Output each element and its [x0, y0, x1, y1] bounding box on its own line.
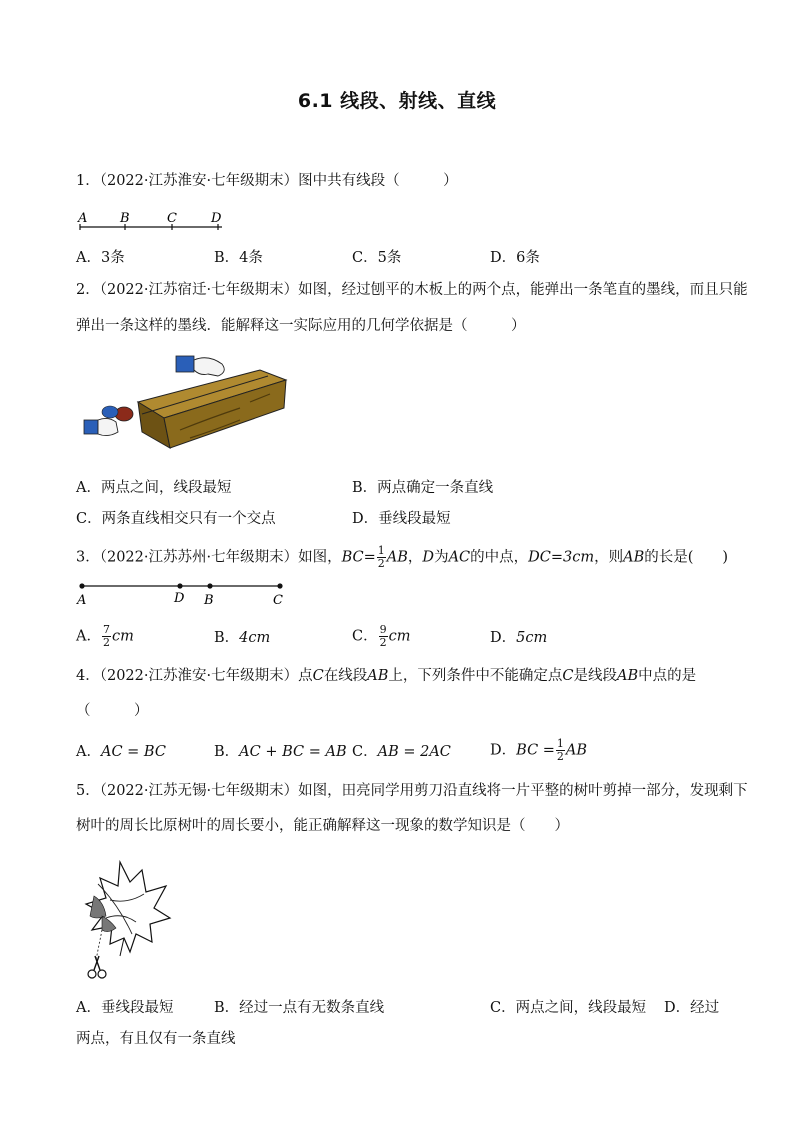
- woodboard-ink-line-illustration: [80, 350, 290, 458]
- left-hand: [98, 418, 118, 435]
- q4-var-c2: C: [562, 668, 574, 684]
- q4-var-c1: C: [312, 668, 324, 684]
- q5-option-d: D．经过: [664, 1000, 720, 1016]
- q3-prefix: 3．（2022·江苏苏州·七年级期末）如图，: [76, 549, 342, 566]
- q2-option-c: C．两条直线相交只有一个交点: [76, 511, 276, 527]
- q4-option-d: [490, 738, 587, 763]
- q4-option-d-lhs: BC =: [516, 742, 555, 759]
- q4-p5: 中点的是: [638, 668, 697, 684]
- right-hand: [194, 358, 224, 376]
- leaf-stem: [120, 938, 124, 956]
- question-4-stem-line1: [76, 666, 696, 686]
- right-sleeve: [176, 356, 194, 372]
- cut-leaf-illustration: [80, 856, 176, 984]
- q1-option-b: B．4条: [214, 250, 263, 266]
- q4-option-d-num: 1: [556, 737, 564, 750]
- q3-mid1: ，: [407, 549, 423, 566]
- q3-var-dc: DC=3cm: [528, 549, 595, 566]
- q2-option-d: D．垂线段最短: [352, 511, 451, 527]
- question-4-stem-line2: （ ）: [76, 703, 149, 719]
- q3-line-figure: [76, 578, 296, 608]
- q1-point-b: B: [120, 211, 130, 226]
- q3-point-c: C: [273, 593, 283, 608]
- question-5-stem-line2: 树叶的周长比原树叶的周长要小，能正确解释这一现象的数学知识是（ ）: [76, 818, 569, 834]
- q3-mid3: 的中点，: [470, 549, 529, 566]
- q4-p2: 在线段: [323, 668, 368, 684]
- q4-var-ab1: AB: [367, 668, 389, 684]
- q4-option-d-rhs: AB: [565, 742, 588, 759]
- left-sleeve: [84, 420, 98, 434]
- q3-option-a-unit: cm: [111, 628, 134, 645]
- q4-option-a: [76, 742, 166, 762]
- q3-option-a: [76, 624, 134, 649]
- q3-option-c-den: 2: [379, 636, 387, 649]
- question-2-stem-line1: 2．（2022·江苏宿迁·七年级期末）如图，经过刨平的木板上的两个点，能弹出一条笔直的墨线，而且只能: [76, 282, 748, 298]
- q4-option-c-label: C．: [352, 744, 378, 760]
- q3-option-a-fraction: [102, 624, 111, 649]
- q4-option-d-fraction: [556, 738, 565, 763]
- q4-option-b-expr: AC + BC = AB: [239, 744, 347, 760]
- q4-option-d-den: 2: [556, 750, 564, 763]
- q3-option-d-value: 5cm: [516, 630, 548, 646]
- q3-var-ab2: AB: [623, 549, 645, 566]
- q3-point-d: D: [174, 591, 185, 606]
- q3-dot-a: [79, 583, 84, 588]
- q3-mid2: 为: [434, 549, 449, 566]
- q3-var-ac: AC: [448, 549, 471, 566]
- q5-option-d-continued: 两点，有且仅有一条直线: [76, 1031, 236, 1047]
- q4-option-a-expr: AC = BC: [100, 744, 166, 760]
- q3-var-bc: BC: [341, 549, 364, 566]
- q3-point-a: A: [77, 593, 87, 608]
- q3-frac-den: 2: [377, 557, 385, 570]
- q3-option-c-label: C．: [352, 628, 378, 645]
- q1-option-a: A．3条: [76, 250, 125, 266]
- page-title: 6.1 线段、射线、直线: [297, 90, 497, 112]
- q1-point-d: D: [211, 211, 222, 226]
- q4-option-b-label: B．: [214, 744, 240, 760]
- q3-option-b-label: B．: [214, 630, 240, 646]
- q3-suffix: 的长是( ): [644, 549, 729, 566]
- q4-p4: 是线段: [573, 668, 617, 684]
- q3-option-c: [352, 624, 410, 649]
- q3-eq: =: [363, 549, 376, 566]
- q3-option-a-num: 7: [102, 623, 110, 636]
- q3-option-c-num: 9: [379, 623, 387, 636]
- q4-p3: 上，下列条件中不能确定点: [388, 668, 563, 684]
- q3-option-a-label: A．: [76, 628, 101, 645]
- q1-line-figure: [76, 208, 236, 234]
- q4-p1: 4．（2022·江苏淮安·七年级期末）点: [76, 668, 313, 684]
- q4-option-b: [214, 742, 347, 762]
- q3-var-ab: AB: [386, 549, 408, 566]
- q4-option-c: [352, 742, 451, 762]
- q1-point-a: A: [78, 211, 88, 226]
- q4-option-c-expr: AB = 2AC: [377, 744, 451, 760]
- q3-point-b: B: [204, 593, 214, 608]
- q3-option-d: [490, 628, 547, 648]
- q4-var-ab2: AB: [616, 668, 639, 684]
- q1-option-d: D．6条: [490, 250, 540, 266]
- question-5-stem-line1: 5．（2022·江苏无锡·七年级期末）如图，田亮同学用剪刀沿直线将一片平整的树叶剪掉一部分，发现剩下: [76, 783, 748, 799]
- q4-option-d-label: D．: [490, 742, 517, 759]
- q5-option-a: A．垂线段最短: [76, 1000, 174, 1016]
- q3-var-d: D: [422, 549, 435, 566]
- question-2-stem-line2: 弹出一条这样的墨线．能解释这一实际应用的几何学依据是（ ）: [76, 318, 526, 334]
- ink-pot-cap: [102, 406, 118, 418]
- scissors-icon: [88, 956, 106, 978]
- cut-line: [96, 930, 102, 960]
- question-1-stem: 1．（2022·江苏淮安·七年级期末）图中共有线段（ ）: [76, 173, 458, 189]
- question-3-stem: [76, 545, 728, 570]
- q3-dot-c: [277, 583, 282, 588]
- q3-fraction: [377, 545, 386, 570]
- q4-option-a-label: A．: [76, 744, 101, 760]
- q3-dot-d: [177, 583, 182, 588]
- q5-option-b: B．经过一点有无数条直线: [214, 1000, 385, 1016]
- q3-mid4: ，则: [594, 549, 624, 566]
- q3-option-b: [214, 628, 270, 648]
- q3-option-d-label: D．: [490, 630, 517, 646]
- q3-option-a-den: 2: [102, 636, 110, 649]
- q3-option-c-unit: cm: [388, 628, 411, 645]
- q5-option-c: C．两点之间，线段最短: [490, 1000, 647, 1016]
- q3-dot-b: [207, 583, 212, 588]
- q3-frac-num: 1: [377, 544, 385, 557]
- q1-point-c: C: [167, 211, 177, 226]
- q1-option-c: C．5条: [352, 250, 402, 266]
- q3-option-c-fraction: [379, 624, 388, 649]
- q2-option-b: B．两点确定一条直线: [352, 480, 494, 496]
- q2-option-a: A．两点之间，线段最短: [76, 480, 232, 496]
- q3-option-b-value: 4cm: [239, 630, 271, 646]
